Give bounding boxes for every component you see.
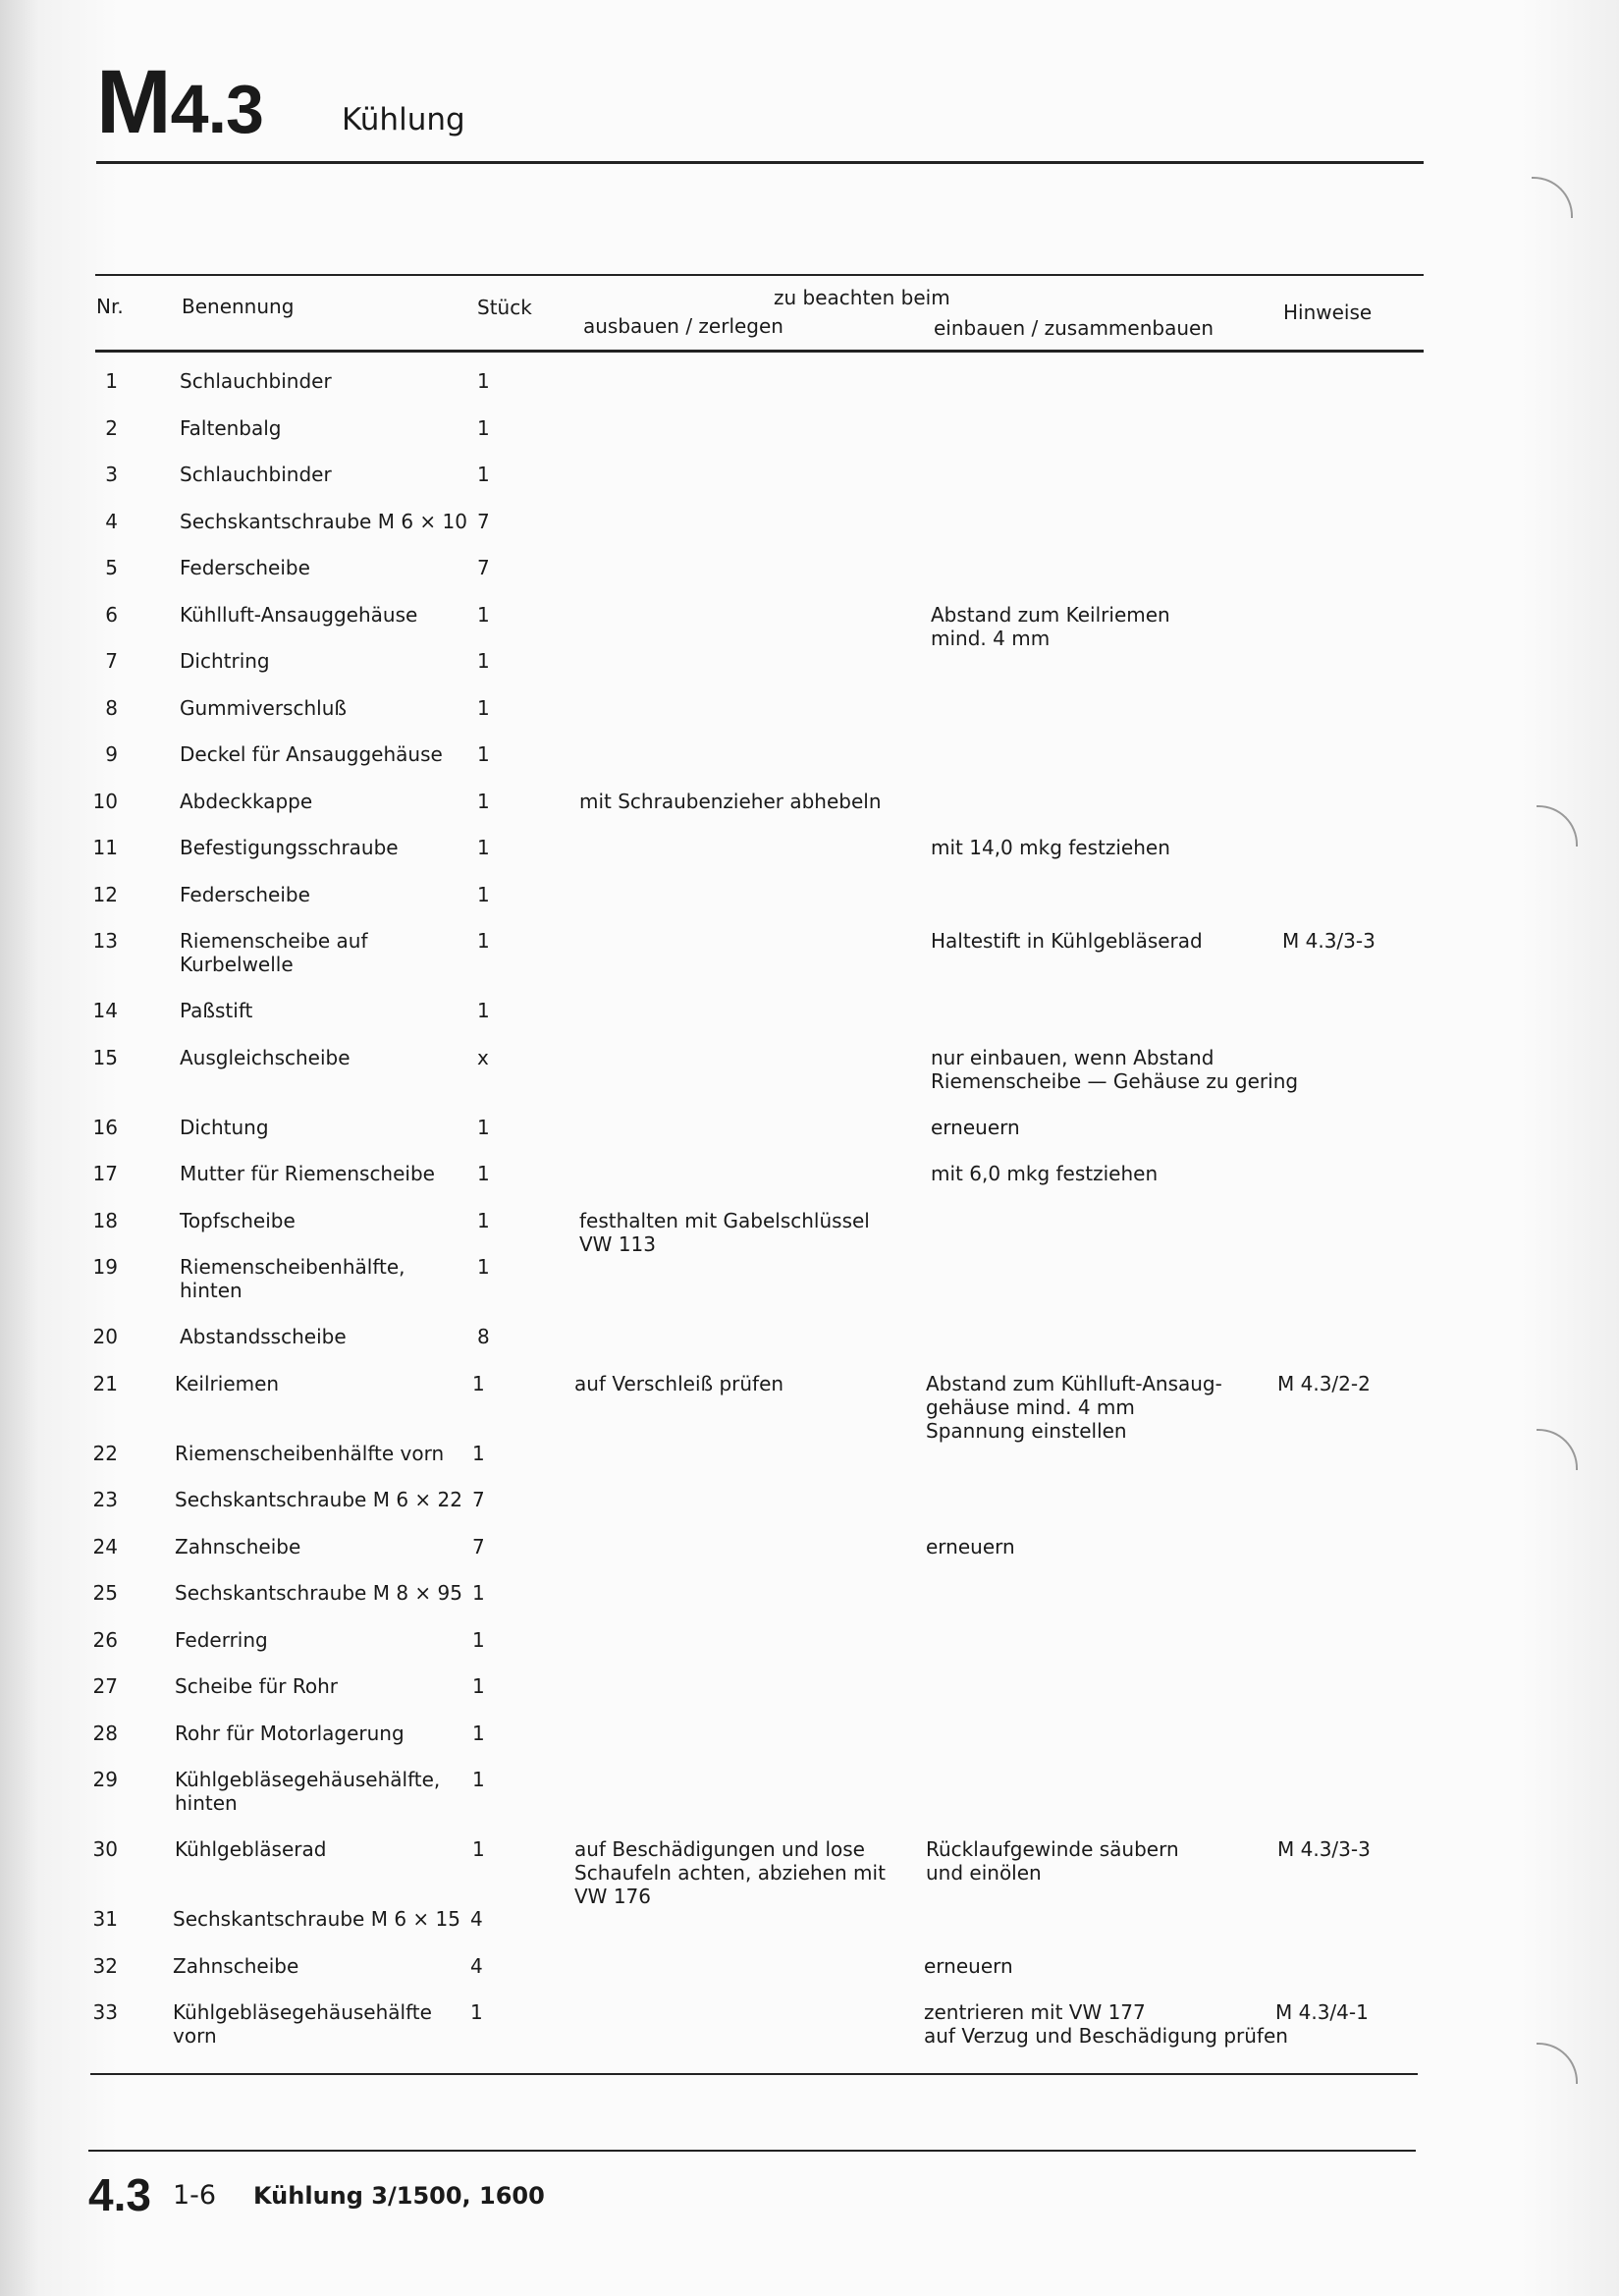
- part-quantity: 1: [477, 695, 490, 720]
- part-quantity: 1: [472, 1768, 485, 1791]
- col-header-notes: Hinweise: [1283, 301, 1373, 324]
- part-number: 20: [92, 1325, 118, 1348]
- installation-note: Abstand zum Kühlluft-Ansaug- gehäuse mind. 4 mm Spannung einstellen: [926, 1371, 1222, 1443]
- col-header-name: Benennung: [182, 295, 295, 318]
- installation-note: mit 6,0 mkg festziehen: [931, 1162, 1159, 1185]
- part-number: 30: [92, 1837, 118, 1861]
- part-quantity: 1: [472, 1837, 485, 1861]
- part-quantity: 1: [477, 882, 490, 906]
- part-name: Federscheibe: [180, 882, 310, 906]
- part-number: 26: [92, 1627, 118, 1652]
- part-name: Riemenscheibe auf Kurbelwelle: [180, 929, 368, 976]
- part-number: 23: [92, 1488, 118, 1511]
- removal-note: festhalten mit Gabelschlüssel VW 113: [579, 1208, 870, 1256]
- punch-hole-mark: [1537, 805, 1578, 847]
- part-number: 6: [105, 602, 118, 627]
- col-header-remove: ausbauen / zerlegen: [583, 314, 783, 338]
- part-number: 22: [92, 1441, 118, 1465]
- part-number: 28: [92, 1721, 118, 1745]
- part-quantity: 1: [472, 1581, 485, 1605]
- part-name: Ausgleichscheibe: [180, 1045, 351, 1069]
- part-number: 13: [92, 929, 118, 953]
- part-name: Paßstift: [180, 999, 253, 1022]
- punch-hole-mark: [1532, 177, 1573, 218]
- part-number: 5: [105, 556, 118, 579]
- part-name: Topfscheibe: [180, 1208, 296, 1232]
- part-number: 31: [92, 1907, 118, 1931]
- part-name: Abdeckkappe: [180, 789, 313, 813]
- part-name: Sechskantschraube M 6 × 10: [180, 509, 467, 533]
- part-quantity: 1: [477, 1115, 490, 1139]
- part-quantity: x: [477, 1045, 489, 1069]
- part-number: 14: [92, 999, 118, 1022]
- footer-rule: [88, 2150, 1416, 2152]
- part-number: 19: [92, 1255, 118, 1279]
- removal-note: mit Schraubenzieher abhebeln: [579, 789, 882, 813]
- punch-hole-mark: [1537, 2043, 1578, 2084]
- installation-note: erneuern: [931, 1115, 1020, 1139]
- part-number: 16: [92, 1115, 118, 1139]
- part-quantity: 4: [470, 1953, 483, 1978]
- part-quantity: 1: [472, 1674, 485, 1698]
- part-quantity: 7: [477, 509, 490, 533]
- part-name: Sechskantschraube M 6 × 15: [173, 1907, 460, 1931]
- reference: M 4.3/3-3: [1282, 929, 1376, 953]
- part-quantity: 7: [472, 1488, 485, 1511]
- installation-note: nur einbauen, wenn Abstand Riemenscheibe — Gehäuse zu gering: [931, 1045, 1299, 1093]
- section-code: [96, 51, 263, 154]
- reference: M 4.3/3-3: [1277, 1837, 1371, 1861]
- part-name: Gummiverschluß: [180, 695, 347, 720]
- part-name: Zahnscheibe: [175, 1534, 301, 1558]
- part-quantity: 7: [472, 1534, 485, 1558]
- part-quantity: 1: [477, 999, 490, 1022]
- part-quantity: 1: [477, 649, 490, 673]
- part-quantity: 1: [477, 929, 490, 953]
- part-quantity: 1: [477, 1208, 490, 1232]
- part-quantity: 1: [472, 1721, 485, 1745]
- reference: M 4.3/4-1: [1275, 2000, 1369, 2024]
- part-quantity: 1: [477, 836, 490, 859]
- installation-note: erneuern: [924, 1953, 1013, 1978]
- part-quantity: 1: [477, 415, 490, 440]
- part-name: Federring: [175, 1627, 268, 1652]
- part-name: Riemenscheibenhälfte, hinten: [180, 1255, 405, 1302]
- footer-title: Kühlung 3/1500, 1600: [253, 2182, 545, 2210]
- part-name: Keilriemen: [175, 1371, 280, 1395]
- part-number: 15: [92, 1045, 118, 1069]
- part-name: Sechskantschraube M 8 × 95: [175, 1581, 462, 1605]
- part-number: 29: [92, 1768, 118, 1791]
- part-number: 8: [105, 695, 118, 720]
- part-name: Kühlluft-Ansauggehäuse: [180, 602, 418, 627]
- part-name: Kühlgebläsegehäusehälfte vorn: [173, 2000, 432, 2048]
- installation-note: Abstand zum Keilriemen mind. 4 mm: [931, 602, 1170, 650]
- part-number: 2: [105, 415, 118, 440]
- table-bottom-rule: [90, 2073, 1418, 2075]
- part-name: Dichtung: [180, 1115, 269, 1139]
- section-letter: M: [96, 52, 171, 152]
- part-quantity: 1: [472, 1627, 485, 1652]
- reference: M 4.3/2-2: [1277, 1371, 1371, 1395]
- part-name: Abstandsscheibe: [180, 1325, 347, 1348]
- part-number: 32: [92, 1953, 118, 1978]
- installation-note: mit 14,0 mkg festziehen: [931, 836, 1170, 859]
- part-number: 27: [92, 1674, 118, 1698]
- part-name: Schlauchbinder: [180, 463, 332, 486]
- part-name: Riemenscheibenhälfte vorn: [175, 1441, 445, 1465]
- table-top-rule: [95, 274, 1424, 276]
- installation-note: zentrieren mit VW 177 auf Verzug und Beschädigung prüfen: [924, 2000, 1288, 2048]
- part-number: 25: [92, 1581, 118, 1605]
- col-header-qty: Stück: [477, 296, 532, 319]
- part-number: 24: [92, 1534, 118, 1558]
- section-number: 4.3: [170, 71, 263, 147]
- footer-section: 4.3: [88, 2169, 151, 2220]
- part-quantity: 1: [472, 1371, 485, 1395]
- part-quantity: 1: [477, 463, 490, 486]
- installation-note: Haltestift in Kühlgebläserad: [931, 929, 1203, 953]
- part-name: Mutter für Riemenscheibe: [180, 1162, 435, 1185]
- part-number: 3: [105, 463, 118, 486]
- part-quantity: 8: [477, 1325, 490, 1348]
- part-name: Zahnscheibe: [173, 1953, 299, 1978]
- installation-note: erneuern: [926, 1534, 1015, 1558]
- part-quantity: 1: [477, 1162, 490, 1185]
- part-number: 17: [92, 1162, 118, 1185]
- part-quantity: 1: [477, 742, 490, 766]
- part-number: 21: [92, 1371, 118, 1395]
- part-quantity: 1: [477, 602, 490, 627]
- punch-hole-mark: [1537, 1429, 1578, 1470]
- part-number: 18: [92, 1208, 118, 1232]
- part-name: Faltenbalg: [180, 415, 282, 440]
- part-name: Befestigungsschraube: [180, 836, 399, 859]
- col-header-group: zu beachten beim: [774, 286, 950, 309]
- part-quantity: 1: [472, 1441, 485, 1465]
- part-number: 11: [92, 836, 118, 859]
- part-number: 1: [105, 369, 118, 393]
- part-name: Dichtring: [180, 649, 270, 673]
- table-header-rule: [95, 350, 1424, 353]
- part-name: Rohr für Motorlagerung: [175, 1721, 405, 1745]
- part-name: Kühlgebläsegehäusehälfte, hinten: [175, 1768, 441, 1815]
- removal-note: auf Verschleiß prüfen: [574, 1371, 784, 1395]
- footer-pages: 1-6: [173, 2180, 217, 2211]
- installation-note: Rücklaufgewinde säubern und einölen: [926, 1837, 1179, 1885]
- col-header-nr: Nr.: [96, 295, 124, 318]
- part-quantity: 1: [477, 1255, 490, 1279]
- col-header-install: einbauen / zusammenbauen: [934, 316, 1214, 340]
- part-number: 10: [92, 789, 118, 813]
- part-name: Scheibe für Rohr: [175, 1674, 339, 1698]
- part-number: 12: [92, 882, 118, 906]
- part-name: Sechskantschraube M 6 × 22: [175, 1488, 462, 1511]
- part-quantity: 4: [470, 1907, 483, 1931]
- title-rule: [96, 161, 1424, 164]
- part-number: 4: [105, 509, 118, 533]
- part-name: Deckel für Ansauggehäuse: [180, 742, 443, 766]
- part-quantity: 1: [477, 789, 490, 813]
- part-number: 33: [92, 2000, 118, 2024]
- part-quantity: 7: [477, 556, 490, 579]
- part-name: Kühlgebläserad: [175, 1837, 327, 1861]
- part-number: 7: [105, 649, 118, 673]
- part-name: Federscheibe: [180, 556, 310, 579]
- page-title: Kühlung: [342, 102, 465, 137]
- part-quantity: 1: [470, 2000, 483, 2024]
- part-number: 9: [105, 742, 118, 766]
- part-quantity: 1: [477, 369, 490, 393]
- removal-note: auf Beschädigungen und lose Schaufeln achten, abziehen mit VW 176: [574, 1837, 886, 1908]
- part-name: Schlauchbinder: [180, 369, 332, 393]
